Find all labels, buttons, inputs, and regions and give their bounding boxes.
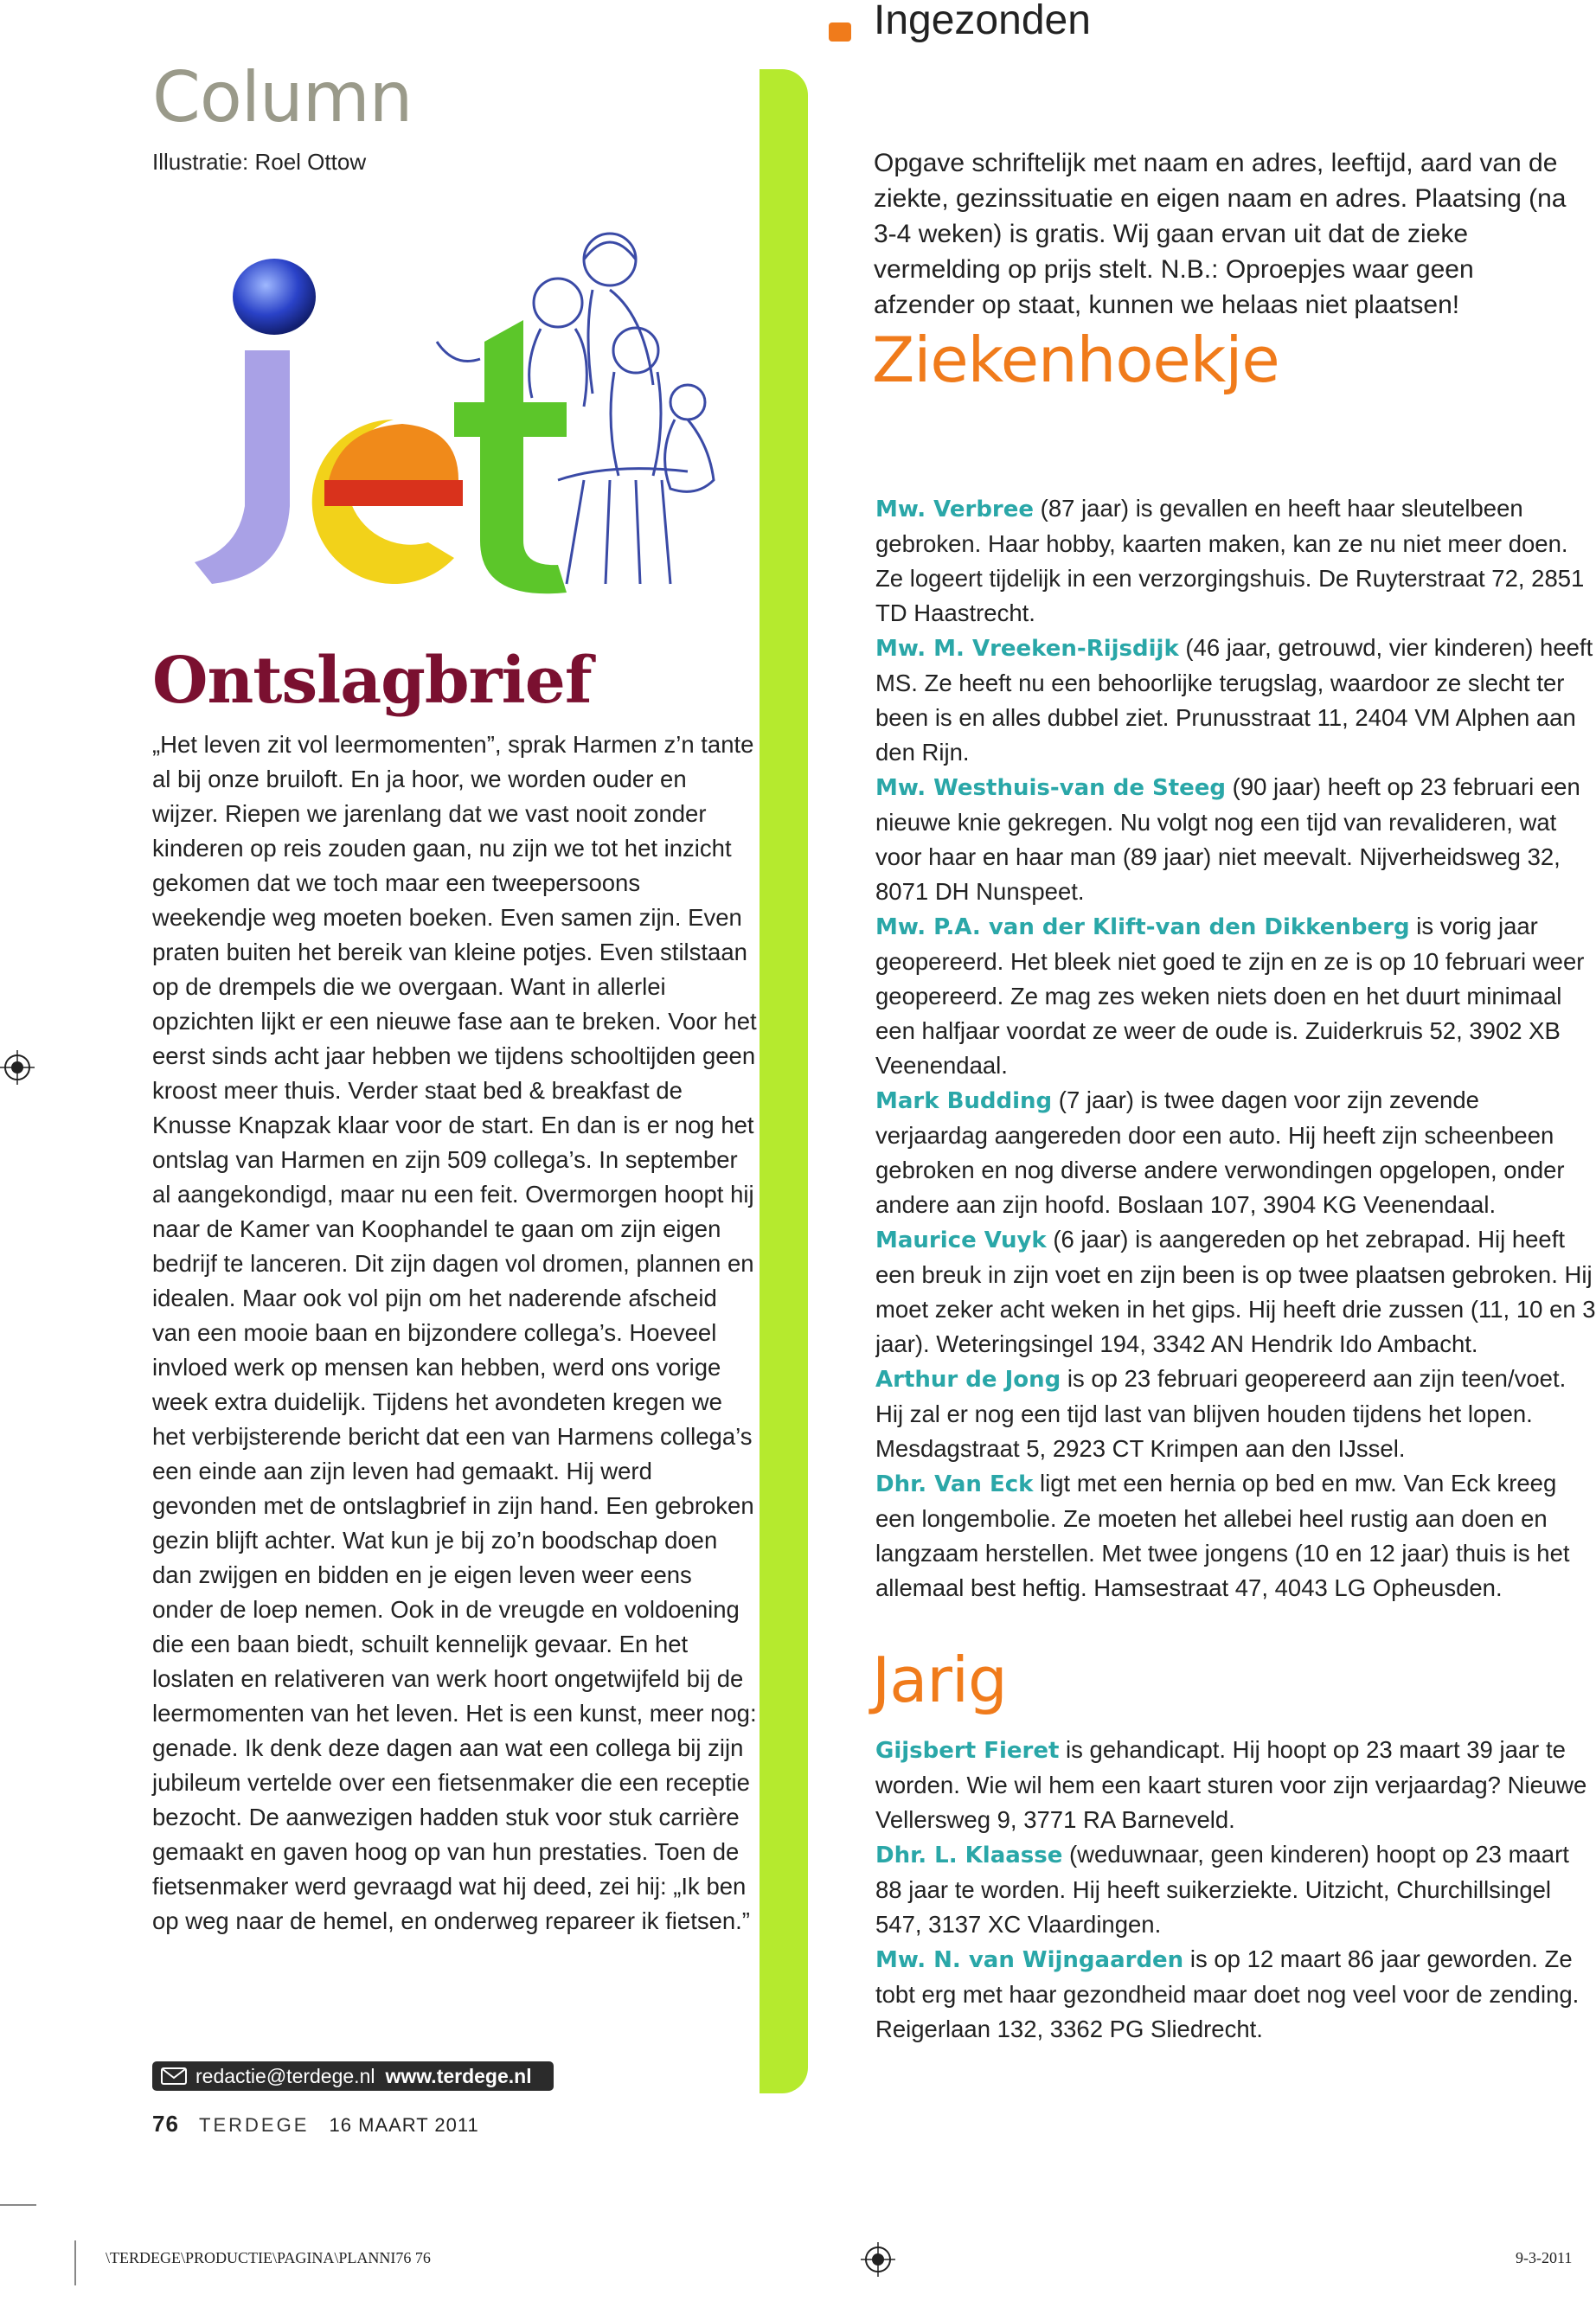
submission-instructions: Opgave schriftelijk met naam en adres, leeftijd, aard van de ziekte, gezinssituatie en eigen naam en adres. Plaatsing (na 3-4 weken) is gratis. Wij gaan ervan uit dat de zieke vermelding op prijs stelt. N.B.: Oproepjes waar geen afzender op staat, kunnen we helaas niet plaatsen! [874,149,1567,319]
page-footer [152,2111,479,2138]
entry-text: (87 jaar) is gevallen en heeft haar sleutelbeen gebroken. Haar hobby, kaarten maken, kan ze nu niet meer doen. Ze logeert tijdelijk in een verzorgingshuis. De Ruyterstraat 72, 2851 TD Haastrecht. [875,495,1585,626]
entry-text: is gehandicapt. Hij hoopt op 23 maart 39 jaar te worden. Wie wil hem een kaart sturen voor zijn verjaardag? Nieuwe Vellersweg 9, 3771 RA Barneveld. [875,1736,1587,1833]
ziekenhoekje-heading: Ziekenhoekje [872,324,1279,396]
jet-logo-illustration [177,221,748,601]
crop-mark [0,2204,36,2206]
entry-text: (6 jaar) is aangereden op het zebrapad. Hij heeft een breuk in zijn voet en zijn been is op twee plaatsen gebroken. Hij moet zeker acht weken in het gips. Hij heeft drie zussen (11, 10 en 3 jaar). Weteringsingel 194, 3342 AN Hendrik Ido Ambacht. [875,1226,1596,1357]
entry-name: Dhr. Van Eck [875,1471,1034,1497]
entry-text: ligt met een hernia op bed en mw. Van Eck kreeg een longembolie. Ze moeten het allebei heel rustig aan doen en langzaam herstellen. Met twee jongens (10 en 12 jaar) thuis is het allemaal best heftig. Hamsestraat 47, 4043 LG Opheusden. [875,1470,1570,1601]
list-item [875,909,1596,1083]
list-item [875,1362,1596,1466]
entry-name: Mw. N. van Wijngaarden [875,1947,1184,1973]
issue-date: 16 MAART 2011 [329,2114,479,2136]
list-item [875,1733,1596,1837]
entry-text: (46 jaar, getrouwd, vier kinderen) heeft MS. Ze heeft nu een behoorlijke terugslag, waardoor ze slecht ter been is en alles dubbel ziet. Prunusstraat 11, 2404 VM Alphen aan den Rijn. [875,634,1593,766]
green-accent-bar [760,69,808,2093]
contact-website-link[interactable]: www.terdege.nl [385,2065,532,2087]
entry-text: is op 23 februari geopereerd aan zijn teen/voet. Hij zal er nog een tijd last van blijven houden tijdens het lopen. Mesdagstraat 5, 2923 CT Krimpen aan den IJssel. [875,1365,1567,1462]
list-item [875,1466,1596,1606]
registration-mark-icon [0,1050,35,1085]
contact-bar [152,2061,554,2091]
list-item [875,1083,1596,1222]
entry-text: (7 jaar) is twee dagen voor zijn zevende verjaardag aangereden door een auto. Hij heeft zijn scheenbeen gebroken en nog diverse andere verwondingen opgelopen, onder andere aan zijn hoofd. Boslaan 107, 3904 KG Veenendaal. [875,1086,1565,1218]
entry-text: is vorig jaar geopereerd. Het bleek niet goed te zijn en ze is op 10 februari weer geopereerd. Ze mag zes weken niets doen en het duurt minimaal een halfjaar voordat ze weer de oude is. Zuiderkruis 52, 3902 XB Veenendaal. [875,913,1585,1079]
entry-name: Mw. M. Vreeken-Rijsdijk [875,636,1179,662]
entry-text: is op 12 maart 86 jaar geworden. Ze tobt erg met haar gezondheid maar doet nog veel voor de zending. Reigerlaan 132, 3362 PG Sliedrecht. [875,1945,1580,2042]
page-number: 76 [152,2111,179,2137]
list-item [875,631,1596,770]
crop-mark [74,2240,76,2285]
article-body: „Het leven zit vol leermomenten”, sprak Harmen z’n tante al bij onze bruiloft. En ja hoor, we worden ouder en wijzer. Riepen we jarenlang dat we vast nooit zonder kinderen op reis zouden gaan, nu zijn we tot het inzicht gekomen dat we toch maar een tweepersoons weekendje weg moeten boeken. Even samen zijn. Even praten buiten het bereik van kleine potjes. Even stilstaan op de drempels die we overgaan. Want in allerlei opzichten lijkt er een nieuwe fase aan te breken. Voor het eerst sinds acht jaar hebben we tijdens schooltijden geen kroost meer thuis. Verder staat bed & breakfast de Knusse Knapzak klaar voor de start. En dan is er nog het ontslag van Harmen en zijn 509 collega’s. In september al aangekondigd, maar nu een feit. Overmorgen hoopt hij naar de Kamer van Koophandel te gaan om zijn eigen bedrijf te lanceren. Dit zijn dagen vol dromen, plannen en idealen. Maar ook vol pijn om het naderende afscheid van een mooie baan en bijzondere collega’s. Hoeveel invloed werk op mensen kan hebben, werd ons vorige week extra duidelijk. Tijdens het avondeten kregen we het verbijsterende bericht dat een van Harmens collega’s een einde aan zijn leven had gemaakt. Hij werd gevonden met de ontslagbrief in zijn hand. Een gebroken gezin blijft achter. Wat kun je bij zo’n boodschap doen dan zwijgen en bidden en je eigen leven weer eens onder de loep nemen. Ook in de vreugde en voldoening die een baan biedt, schuilt kennelijk gevaar. En het loslaten en relativeren van werk hoort ongetwijfeld bij de leermomenten van het leven. Het is een kunst, meer nog: genade. Ik denk deze dagen aan wat een collega bij zijn jubileum vertelde over een fietsenmaker die een receptie bezocht. De aanwezigen hadden stuk voor stuk carrière gemaakt en gaven hoog op van hun prestaties. Toen de fietsenmaker werd gevraagd wat hij deed, zei hij: „Ik ben op weg naar de hemel, en onderweg repareer ik fietsen.” [152,731,757,1934]
print-slug: \TERDEGE\PRODUCTIE\PAGINA\PLANNI76 76 [106,2249,431,2266]
entry-text: (90 jaar) heeft op 23 februari een nieuwe knie gekregen. Nu volgt nog een tijd van revalideren, wat voor haar en haar man (89 jaar) niet meevalt. Nijverheidsweg 32, 8071 DH Nunspeet. [875,773,1580,905]
entry-name: Mw. Verbree [875,497,1035,522]
list-item [875,1222,1596,1362]
list-item [875,1837,1596,1942]
list-item [875,770,1596,909]
jarig-list [875,1733,1596,2047]
entry-name: Mark Budding [875,1088,1053,1114]
magazine-name: TERDEGE [199,2114,310,2136]
entry-name: Mw. P.A. van der Klift-van den Dikkenberg [875,914,1410,940]
ball-shape [233,259,316,335]
entry-name: Dhr. L. Klaasse [875,1843,1063,1868]
entry-name: Gijsbert Fieret [875,1738,1060,1764]
illustration-credit: Illustratie: Roel Ottow [152,149,367,175]
entry-name: Arthur de Jong [875,1367,1061,1393]
article-title: Ontslagbrief [152,644,592,718]
letter-j-shape [195,350,290,584]
section-label: Ingezonden [874,0,1091,43]
column-heading: Column [152,57,413,138]
list-item [875,1942,1596,2047]
print-date: 9-3-2011 [1516,2249,1573,2266]
envelope-icon [161,2067,187,2085]
contact-email-link[interactable]: redactie@terdege.nl [195,2065,375,2087]
section-bullet-icon [829,22,851,42]
jarig-heading: Jarig [872,1644,1007,1716]
ziekenhoekje-list [875,491,1596,1606]
entry-name: Maurice Vuyk [875,1227,1047,1253]
list-item [875,491,1596,631]
entry-name: Mw. Westhuis-van de Steeg [875,775,1227,801]
registration-mark-icon [861,2242,895,2277]
entry-text: (weduwnaar, geen kinderen) hoopt op 23 maart 88 jaar te worden. Hij heeft suikerziekte. Uitzicht, Churchillsingel 547, 3137 XC Vlaardingen. [875,1841,1569,1938]
